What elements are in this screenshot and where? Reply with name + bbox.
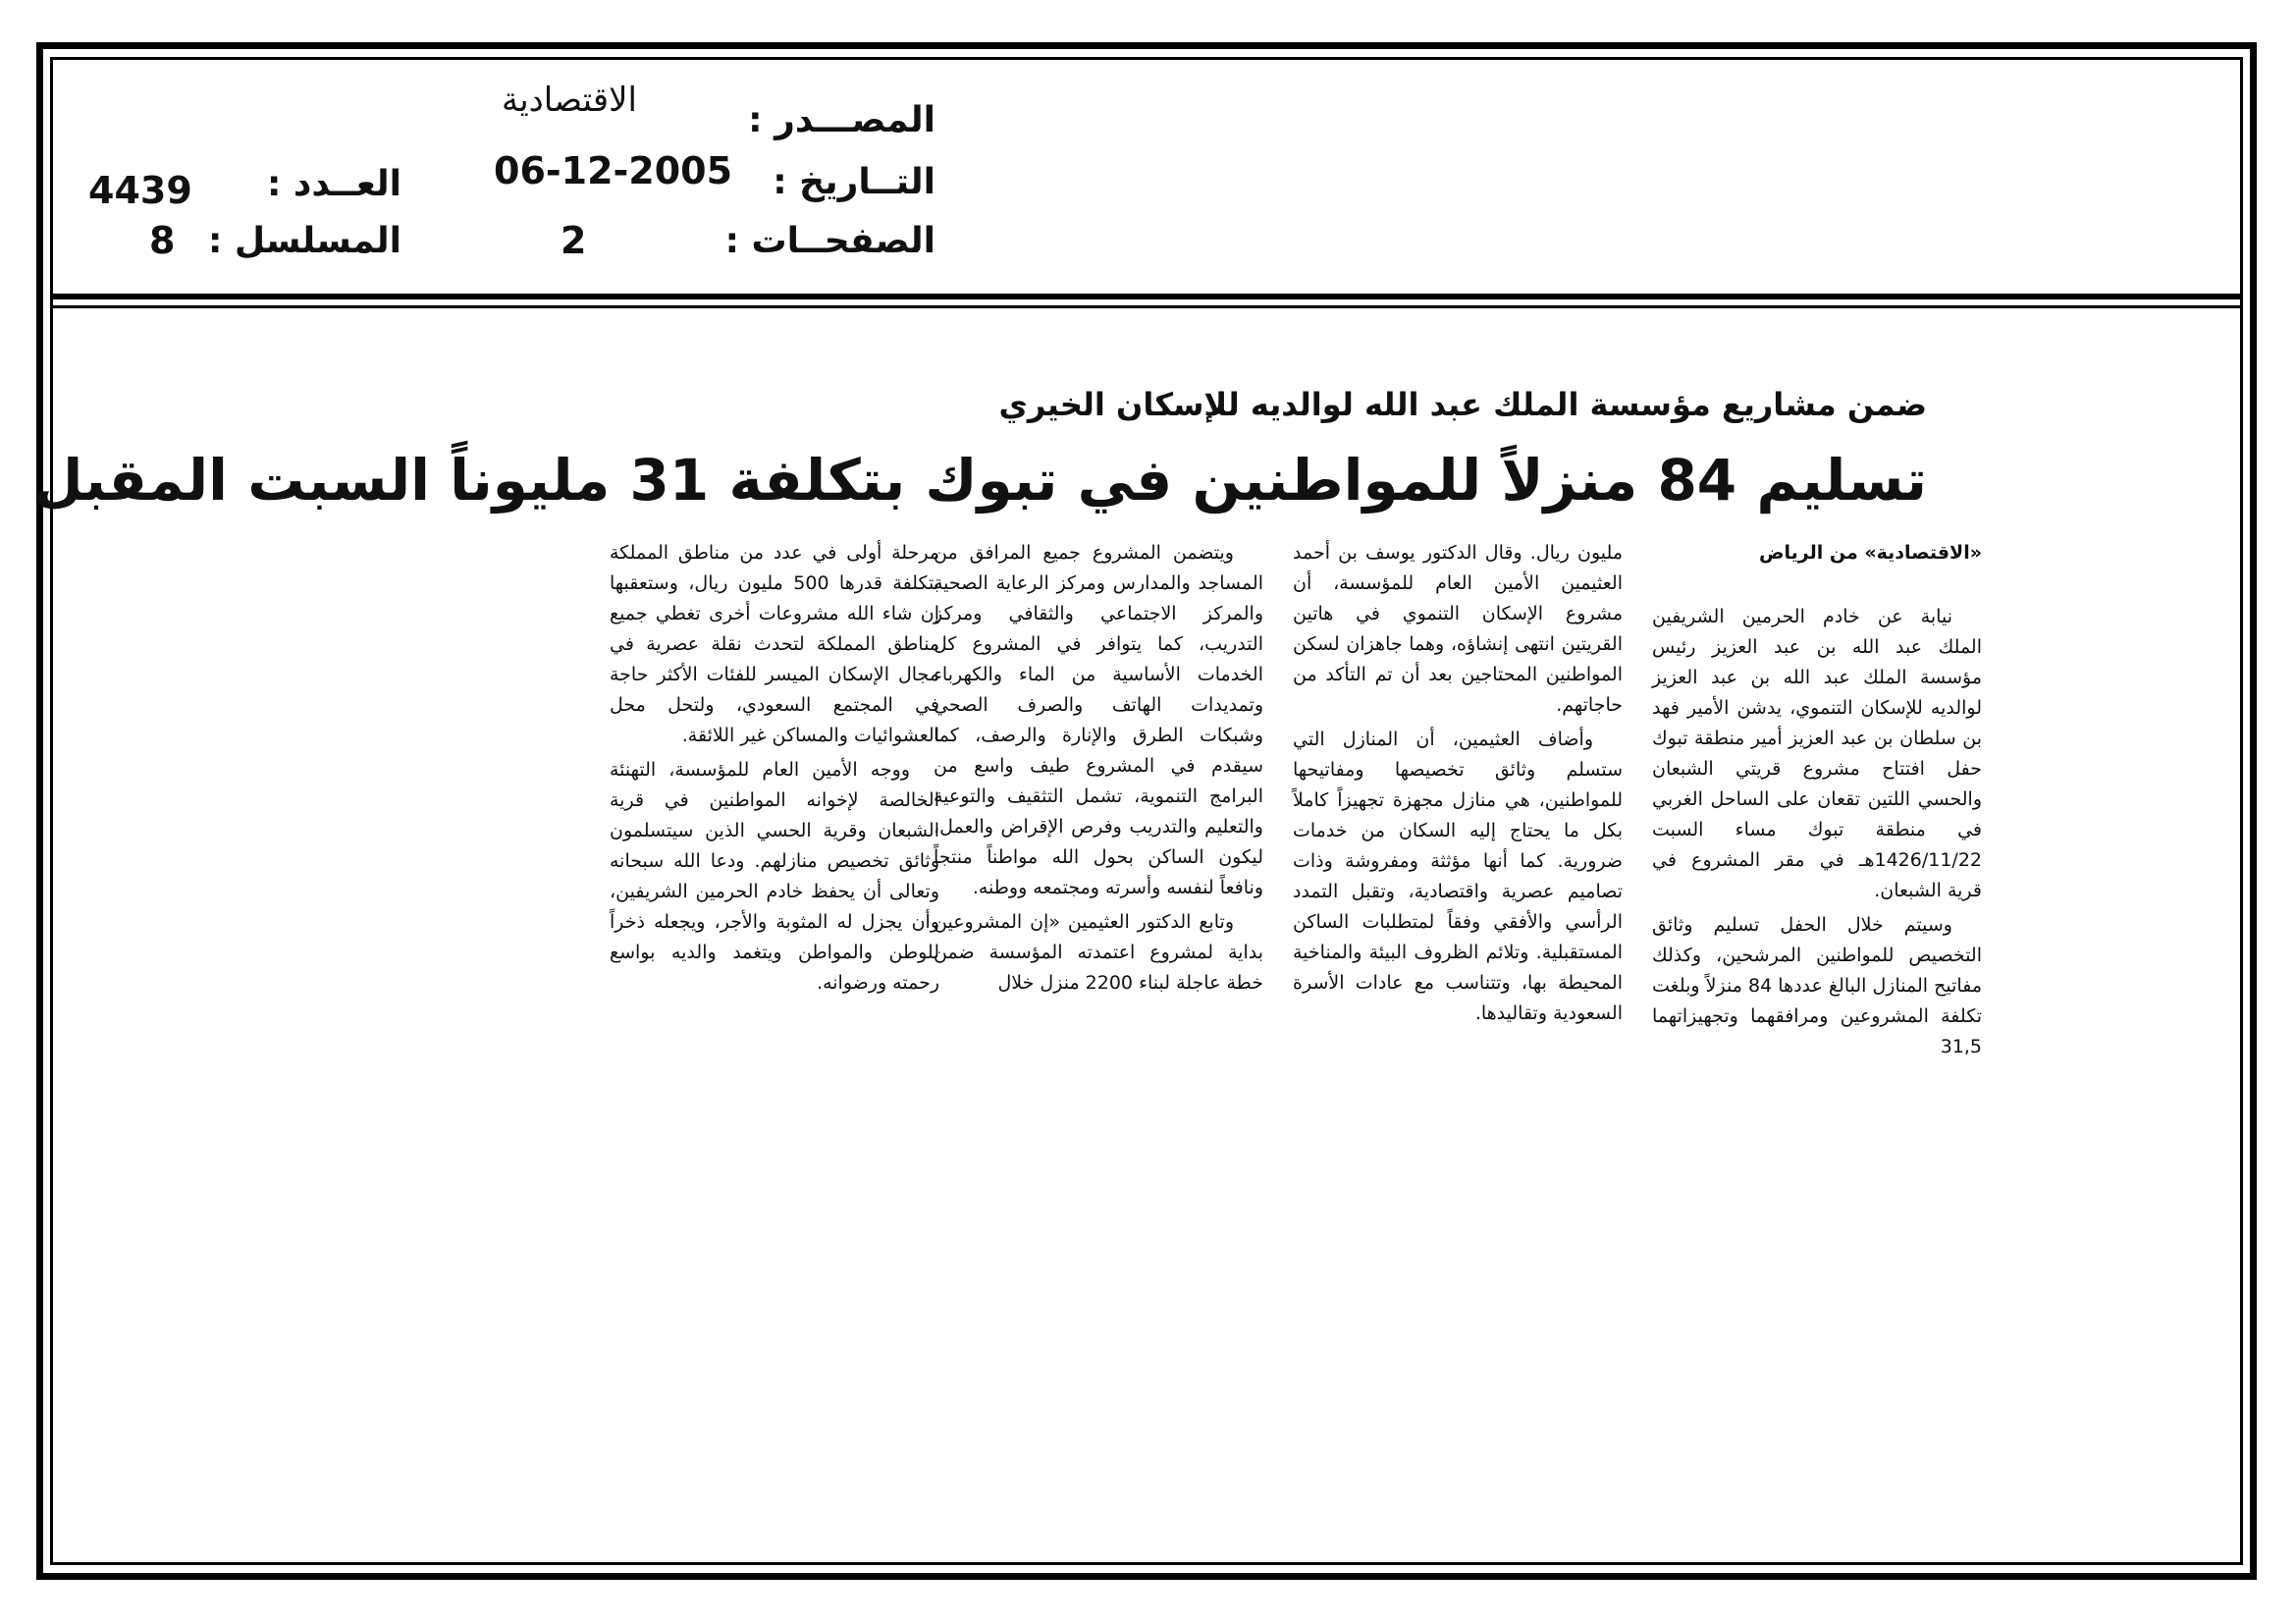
article-deck: ضمن مشاريع مؤسسة الملك عبد الله لوالديه للإسكان الخيري (998, 386, 1927, 423)
article-column-2 (1293, 538, 1623, 1033)
pages-label: الصفحــات : (724, 221, 935, 261)
paragraph: وسيتم خلال الحفل تسليم وثائق التخصيص للمواطنين المرشحين، وكذلك مفاتيح المنازل البالغ عددها 84 منزلاً وبلغت تكلفة المشروعين ومرافقهما وتجهيزاتهما 31,5 (1652, 914, 1982, 1057)
serial-value: 8 (149, 219, 176, 262)
pages-value: 2 (561, 219, 587, 262)
source-value: الاقتصادية (501, 81, 637, 120)
serial-label: المسلسل : (207, 221, 401, 261)
paragraph: وأضاف العثيمين، أن المنازل التي ستسلم وثائق تخصيصها ومفاتيحها للمواطنين، هي منازل مجهزة تجهيزاً كاملاً بكل ما يحتاج إليه السكان من خدمات ضرورية. كما أنها مؤثثة ومفروشة وذات تصاميم عصرية واقتصادية، وتقبل التمدد الرأسي والأفقي وفقاً لمتطلبات الساكن المستقبلية. وتلائم الظروف البيئة والمناخية المحيطة بها، وتتناسب مع عادات الأسرة السعودية وتقاليدها. (1293, 729, 1623, 1024)
date-value: 06-12-2005 (494, 149, 733, 192)
article-column-1 (1652, 538, 1982, 1066)
article-column-3 (934, 538, 1263, 1002)
issue-label: العــدد : (267, 164, 401, 204)
source-label: المصـــدر : (748, 100, 935, 140)
date-label: التــاريخ : (773, 162, 935, 202)
article-column-4 (610, 538, 939, 1002)
article-byline: «الاقتصادية» من الرياض (1758, 542, 1982, 564)
article-headline: تسليم 84 منزلاً للمواطنين في تبوك بتكلفة 31 مليوناً السبت المقبل (33, 447, 1927, 514)
paragraph: مليون ريال. وقال الدكتور يوسف بن أحمد العثيمين الأمين العام للمؤسسة، أن مشروع الإسكان التنموي في هاتين القريتين انتهى إنشاؤه، وهما جاهزان لسكن المواطنين المحتاجين بعد أن تم التأكد من حاجاتهم. (1293, 542, 1623, 716)
header-divider-thin (50, 305, 2243, 308)
paragraph: نيابة عن خادم الحرمين الشريفين الملك عبد الله بن عبد العزيز رئيس مؤسسة الملك عبد الله بن عبد العزيز لوالديه للإسكان التنموي، يدشن الأمير فهد بن سلطان بن عبد العزيز أمير منطقة تبوك حفل افتتاح مشروع قريتي الشبعان والحسي اللتين تقعان على الساحل الغربي في منطقة تبوك مساء السبت 1426/11/22هـ في مقر المشروع في قرية الشبعان. (1652, 606, 1982, 901)
paragraph: مرحلة أولى في عدد من مناطق المملكة بتكلفة قدرها 500 مليون ريال، وستعقبها إن شاء الله مشروعات أخرى تغطي جميع مناطق المملكة لتحدث نقلة عصرية في مجال الإسكان الميسر للفئات الأكثر حاجة في المجتمع السعودي، ولتحل محل العشوائيات والمساكن غير اللائقة. (610, 542, 939, 746)
header-divider (50, 294, 2243, 299)
issue-value: 4439 (88, 169, 192, 212)
paragraph: ووجه الأمين العام للمؤسسة، التهنئة الخالصة لإخوانه المواطنين في قرية الشبعان وقرية الحسي الذين سيتسلمون وثائق تخصيص منازلهم. ودعا الله سبحانه وتعالى أن يحفظ خادم الحرمين الشريفين، وأن يجزل له المثوبة والأجر، ويجعله ذخراً للوطن والمواطن ويتغمد والديه بواسع رحمته ورضوانه. (610, 759, 939, 994)
paragraph: ويتضمن المشروع جميع المرافق من المساجد والمدارس ومركز الرعاية الصحية والمركز الاجتماعي والثقافي ومركز التدريب، كما يتوافر في المشروع كل الخدمات الأساسية من الماء والكهرباء وتمديدات الهاتف والصرف الصحي وشبكات الطرق والإنارة والرصف، كما سيقدم في المشروع طيف واسع من البرامج التنموية، تشمل التثقيف والتوعية والتعليم والتدريب وفرص الإقراض والعمل، ليكون الساكن بحول الله مواطناً منتجاً ونافعاً لنفسه وأسرته ومجتمعه ووطنه. (934, 542, 1263, 898)
paragraph: وتابع الدكتور العثيمين «إن المشروعين بداية لمشروع اعتمدته المؤسسة ضمن خطة عاجلة لبناء 2200 منزل خلال (934, 911, 1263, 994)
